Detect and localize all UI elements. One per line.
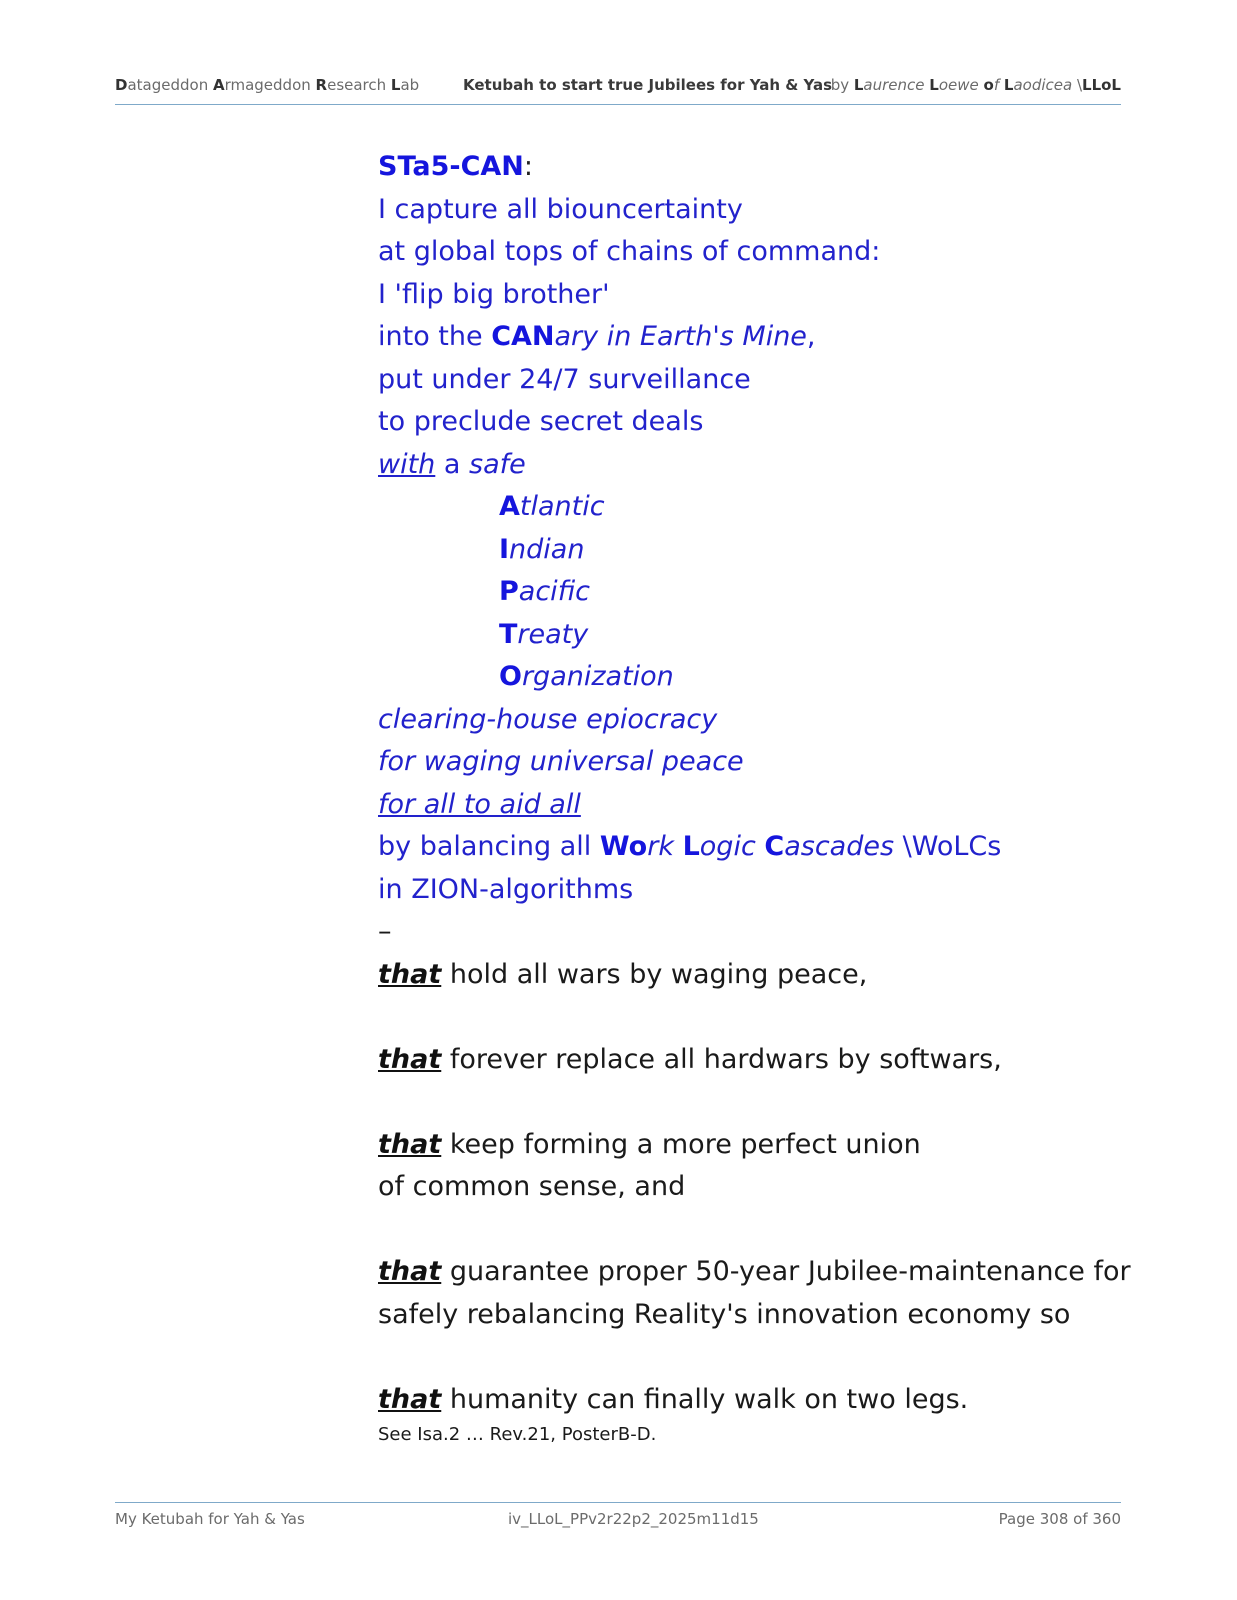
dash-line: –: [378, 916, 392, 947]
verse-line: to preclude secret deals: [378, 406, 704, 437]
verse-line: in ZION-algorithms: [378, 873, 634, 905]
verse-line: put under 24/7 surveillance: [378, 363, 751, 395]
page-header: [115, 76, 1121, 105]
that-line-continued: safely rebalancing Reality's innovation economy so: [378, 1298, 1071, 1330]
verse-line-with: with a safe: [378, 448, 526, 480]
footer-title: My Ketubah for Yah & Yas: [115, 1510, 305, 1528]
verse-line: I capture all biouncertainty: [378, 193, 743, 225]
verse-line-italic: for waging universal peace: [378, 746, 744, 777]
header-lab-name: Datageddon Armageddon Research Lab: [115, 76, 420, 94]
verse-line: I 'flip big brother': [378, 278, 610, 310]
header-document-title: Ketubah to start true Jubilees for Yah & Yas: [463, 76, 833, 94]
that-line-continued: of common sense, and: [378, 1171, 686, 1202]
section-title: STa5-CAN:: [378, 151, 534, 182]
verse-line-wolc: by balancing all Work Logic Cascades \WoLCs: [378, 831, 1002, 862]
that-line: that keep forming a more perfect union: [378, 1128, 921, 1160]
verse-line: at global tops of chains of command:: [378, 236, 881, 267]
page-body: [378, 146, 1138, 1449]
verse-line-italic: clearing-house epiocracy: [378, 703, 718, 735]
acronym-line: Indian: [499, 533, 585, 565]
verse-line-underlined: for all to aid all: [378, 788, 581, 820]
page-number: Page 308 of 360: [998, 1510, 1121, 1528]
verse-line-canary: into the CANary in Earth's Mine,: [378, 321, 816, 352]
acronym-line: Organization: [499, 661, 674, 692]
acronym-line: Pacific: [499, 576, 590, 607]
acronym-line: Atlantic: [499, 491, 605, 522]
header-author: by Laurence Loewe of Laodicea \LLoL: [830, 76, 1121, 94]
that-line: that guarantee proper 50-year Jubilee-maintenance for: [378, 1256, 1131, 1287]
acronym-line: Treaty: [499, 618, 589, 650]
that-line: that hold all wars by waging peace,: [378, 958, 868, 990]
footer-divider: [115, 1502, 1121, 1503]
that-line: that humanity can finally walk on two legs.: [378, 1383, 969, 1415]
that-line: that forever replace all hardwars by softwars,: [378, 1043, 1002, 1075]
footer-version: iv_LLoL_PPv2r22p2_2025m11d15: [508, 1510, 759, 1528]
reference-note: See Isa.2 … Rev.21, PosterB-D.: [378, 1424, 657, 1445]
